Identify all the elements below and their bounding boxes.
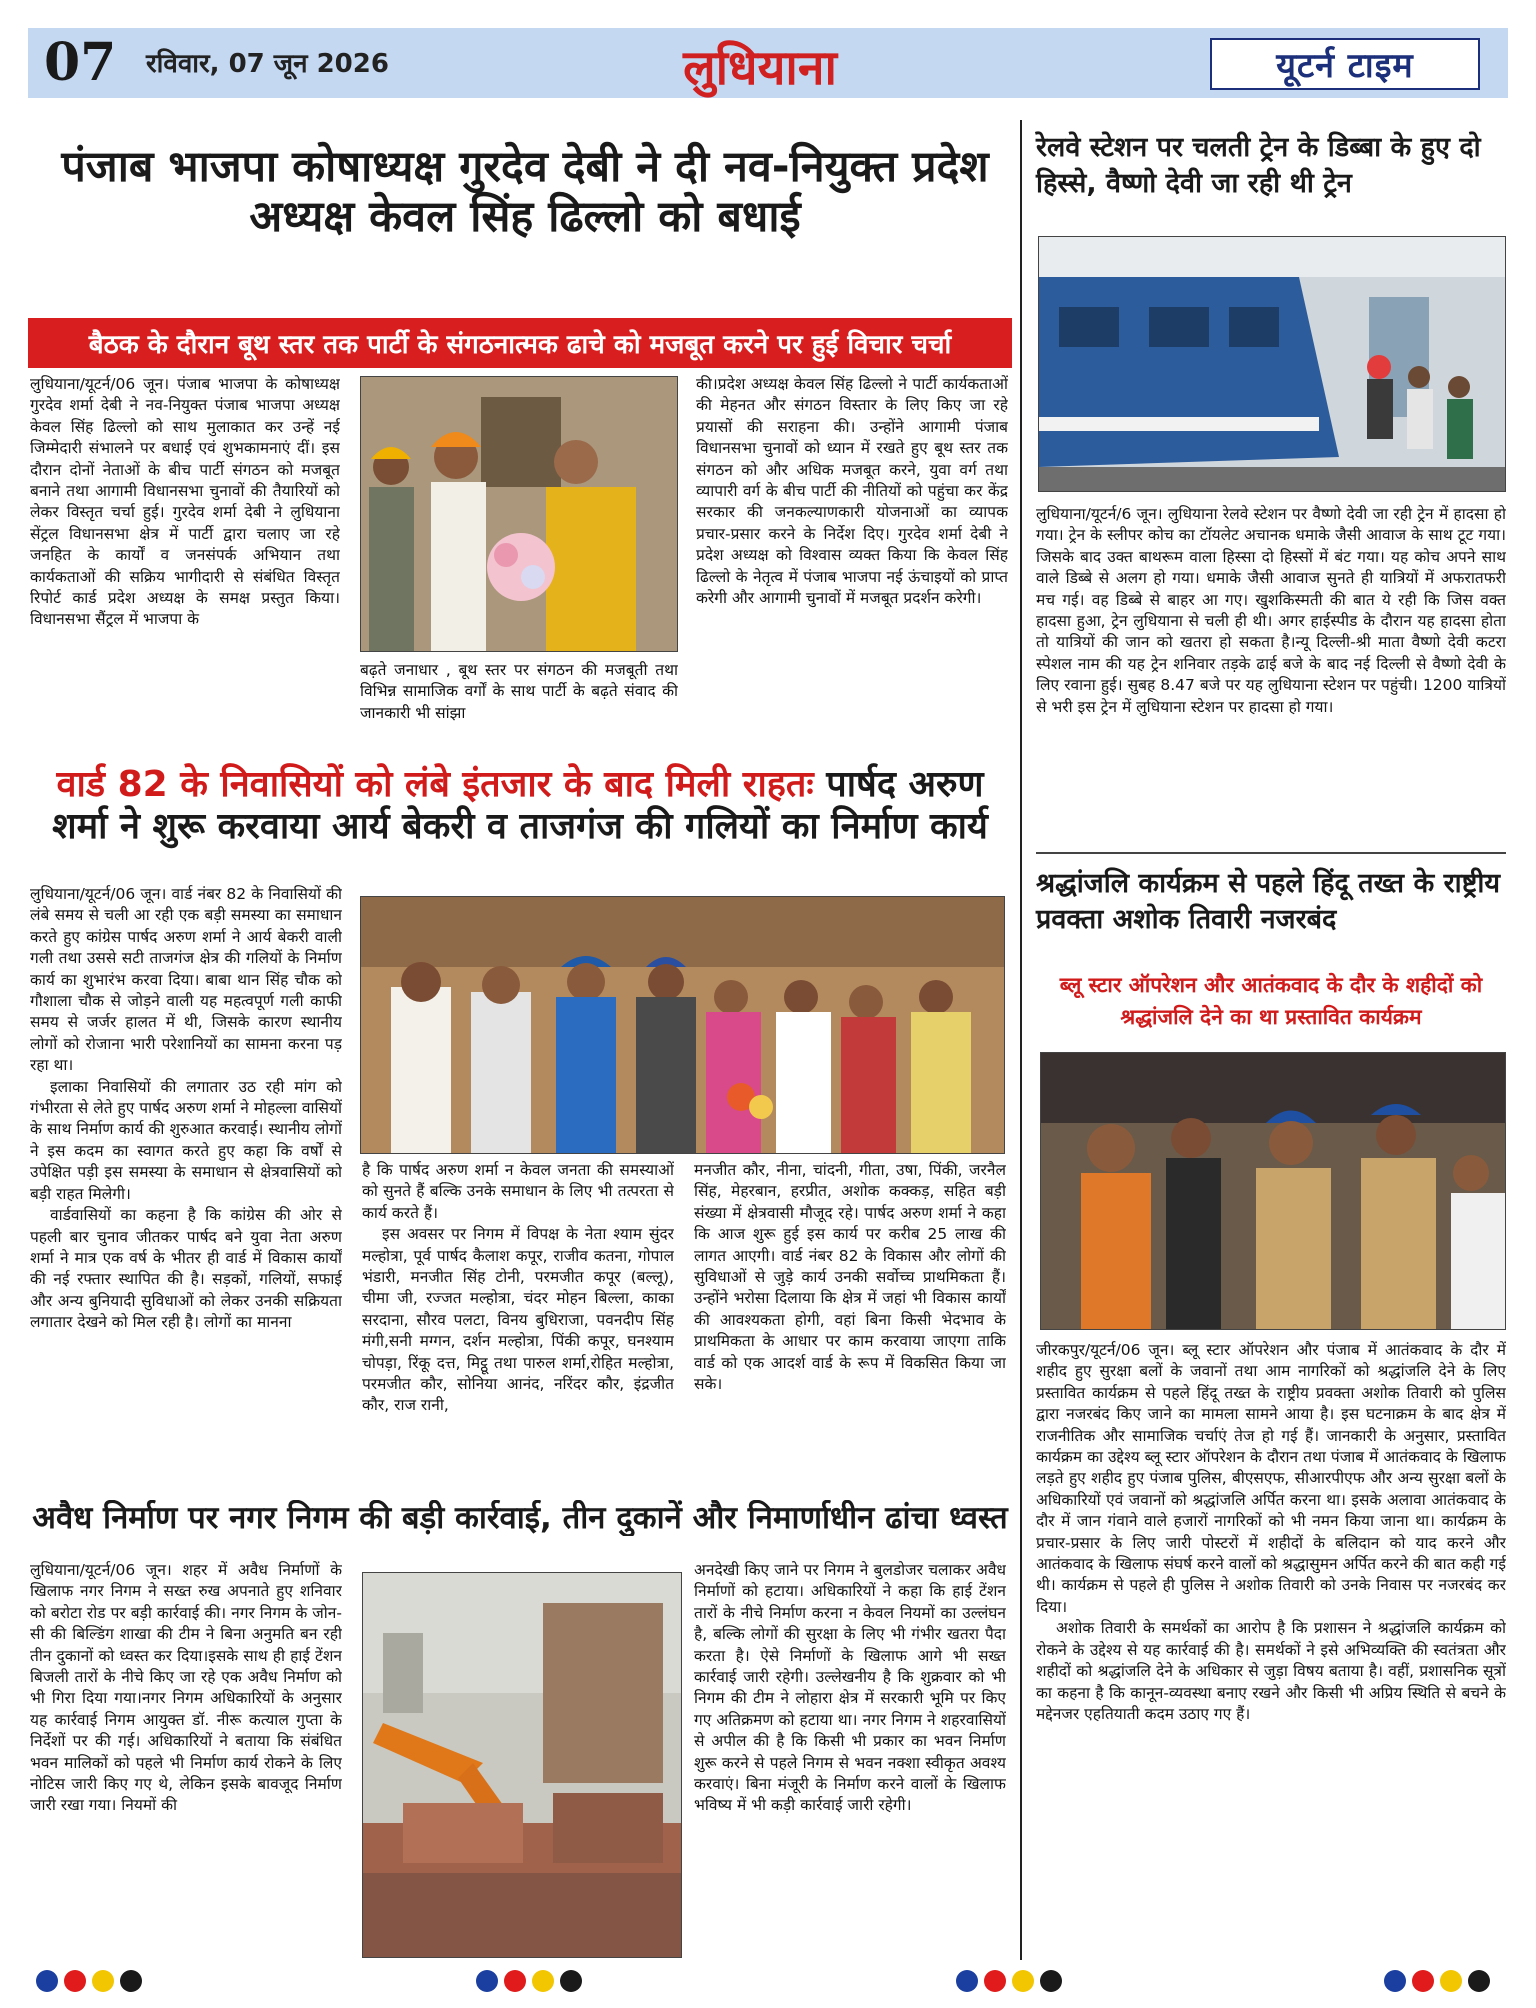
story1-col1-text: लुधियाना/यूटर्न/06 जून। पंजाब भाजपा के कोषाध्यक्ष गुरदेव शर्मा देबी ने नव-नियुक्त पंजाब भाजपा अध्यक्ष केवल सिंह ढिल्लो को साथ मुलाकात कर उन्हें नई जिम्मेदारी संभालने पर बधाई एवं शुभकामनाएं दीं। इस दौरान दोनों नेताओं के बीच पार्टी संगठन को मजबूत बनाने तथा आगामी विधानसभा चुनावों की तैयारियों को लेकर विस्तृत चर्चा हुई। गुरदेव शर्मा देबी ने लुधियाना सेंट्रल विधानसभा क्षेत्र में पार्टी द्वारा चलाए जा रहे जनहित के कार्यों व जनसंपर्क अभियान तथा कार्यकताओं की सक्रिय भागीदारी से संबंधित विस्तृत रिपोर्ट कार्ड प्रदेश अध्यक्ष के समक्ष प्रस्तुत किया। विधानसभा सैंट्रल में भाजपा के <box>30 375 340 629</box>
story2-col1-para-2: इलाका निवासियों की लगातार उठ रही मांग को गंभीरता से लेते हुए पार्षद अरुण शर्मा ने मोहल्ला वासियों के साथ निर्माण कार्य की शुरुआत करवाई। स्थानीय लोगों ने इस कदम का स्वागत करते हुए कहा कि वर्षों से उपेक्षित पड़ी इस समस्या के समाधान से क्षेत्रवासियों को बड़ी राहत मिलेगी। <box>30 1077 342 1203</box>
leaders-greeting-photo <box>361 377 678 652</box>
story1-column-1 <box>30 374 340 746</box>
story3-photo <box>362 1572 682 1958</box>
demolition-photo <box>363 1573 682 1958</box>
footer-color-dots-3 <box>956 1970 1062 1992</box>
story5-body-para-1: जीरकपुर/यूटर्न/06 जून। ब्लू स्टार ऑपरेशन और पंजाब में आतंकवाद के दौर में शहीद हुए सुरक्षा बलों के जवानों तथा आम नागरिकों को श्रद्धांजलि देने के लिए प्रस्तावित कार्यक्रम से पहले हिंदू तख्त के राष्ट्रीय प्रवक्ता अशोक तिवारी को पुलिस द्वारा नजरबंद किए जाने का मामला सामने आया है। इस घटनाक्रम के बाद क्षेत्र में राजनीतिक और सामाजिक चर्चाएं तेज हो गई हैं। जानकारी के अनुसार, प्रस्तावित कार्यक्रम का उद्देश्य ब्लू स्टार ऑपरेशन के दौरान तथा पंजाब में आतंकवाद के खिलाफ लड़ते हुए शहीद हुए पंजाब पुलिस, बीएसएफ, सीआरपीएफ और अन्य सुरक्षा बलों के अधिकारियों एवं जवानों को श्रद्धांजलि अर्पित करना था। इसके अलावा आतंकवाद के दौर में जान गंवाने वाले हजारों नागरिकों को भी नमन किया जाना था। कार्यक्रम के प्रचार-प्रसार के लिए जारी पोस्टरों में शहीदों के बलिदान को याद करने और आतंकवाद के खिलाफ संघर्ष करने वालों को श्रद्धासुमन अर्पित करने की बात कही गई थी। कार्यक्रम से पहले ही पुलिस ने अशोक तिवारी को उनके निवास पर नजरबंद कर दिया। <box>1036 1341 1506 1616</box>
color-dot <box>64 1970 86 1992</box>
story2-headline <box>30 764 1010 848</box>
story2-col1-para-1: लुधियाना/यूटर्न/06 जून। वार्ड नंबर 82 के निवासियों की लंबे समय से चली आ रही एक बड़ी समस्या का समाधान करते हुए कांग्रेस पार्षद अरुण शर्मा ने आर्य बेकरी वाली गली तथा उससे सटी ताजगंज क्षेत्र की गलियों के निर्माण कार्य का शुभारंभ करवा दिया। बाबा थान सिंह चौक को गौशाला चौक से जोड़ने वाली यह महत्वपूर्ण गली काफी समय से जर्जर हालत में थी, जिसके कारण स्थानीय लोगों को रोजाना भारी परेशानियों का सामना करना पड़ रहा था। <box>30 885 342 1075</box>
story2-column-1 <box>30 884 342 1484</box>
train-coach-photo <box>1039 237 1506 492</box>
logo-text: यूटर्न टाइम <box>1276 46 1414 86</box>
story4-headline: रेलवे स्टेशन पर चलती ट्रेन के डिब्बा के हुए दो हिस्से, वैष्णो देवी जा रही थी ट्रेन <box>1036 132 1481 200</box>
story1-headline: पंजाब भाजपा कोषाध्यक्ष गुरदेव देबी ने दी नव-नियुक्त प्रदेश अध्यक्ष केवल सिंह ढिल्लो को बधाई <box>61 142 989 243</box>
story1-subhead-banner: बैठक के दौरान बूथ स्तर तक पार्टी के संगठनात्मक ढाचे को मजबूत करने पर हुई विचार चर्चा <box>28 318 1012 368</box>
ward-crowd-photo <box>361 897 1005 1154</box>
section-title: लुधियाना <box>683 40 837 96</box>
issue-date: रविवार, 07 जून 2026 <box>146 49 389 79</box>
story2-col1-para-3: वार्डवासियों का कहना है कि कांग्रेस की ओर से पहली बार चुनाव जीतकर पार्षद बने युवा नेता अरुण शर्मा ने मात्र एक वर्ष के भीतर ही वार्ड में विकास कार्यों की नई रफ्तार स्थापित की है। सड़कों, गलियों, सफाई और अन्य बुनियादी सुविधाओं को लेकर उनकी सक्रियता लगातार देखने को मिल रही है। लोगों का मानना <box>30 1206 342 1332</box>
color-dot <box>120 1970 142 1992</box>
footer-color-dots-4 <box>1384 1970 1490 1992</box>
column-divider <box>1020 120 1022 1960</box>
story3-headline: अवैध निर्माण पर नगर निगम की बड़ी कार्रवाई, तीन दुकानें और निमार्णाधीन ढांचा ध्वस्त <box>32 1500 1008 1536</box>
story3-column-1 <box>30 1560 342 1960</box>
color-dot <box>956 1970 978 1992</box>
color-dot <box>92 1970 114 1992</box>
color-dot <box>504 1970 526 1992</box>
story4-body-text: लुधियाना/यूटर्न/6 जून। लुधियाना रेलवे स्टेशन पर वैष्णो देवी जा रही ट्रेन में हादसा हो गया। ट्रेन के स्लीपर कोच का टॉयलेट अचानक धमाके जैसी आवाज के साथ टूट गया। जिसके बाद उक्त बाथरूम वाला हिस्सा दो हिस्सों में बंट गया। यह कोच अपने साथ वाले डिब्बे से अलग हो गया। धमाके जैसी आवाज सुनते ही यात्रियों में अफरातफरी मच गई। वह डिब्बे से बाहर आ गए। खुशकिस्मती की बात ये रही कि जिस वक्त हादसा हुआ, ट्रेन लुधियाना से चली ही थी। अगर हाईस्पीड के दौरान यह हादसा होता तो यात्रियों की जान को खतरा हो सकता है।न्यू दिल्ली-श्री माता वैष्णो देवी कटरा स्पेशल नाम की यह ट्रेन शनिवार तड़के ढाई बजे के बाद नई दिल्ली से वैष्णो देवी के लिए रवाना हुई। सुबह 8.47 बजे पर यह लुधियाना स्टेशन पर पहुंची। 1200 यात्रियों से भरी इस ट्रेन में लुधियाना स्टेशन पर हादसा हो गया। <box>1036 505 1506 716</box>
color-dot <box>984 1970 1006 1992</box>
story2-photo <box>360 896 1005 1154</box>
color-dot <box>476 1970 498 1992</box>
story1-photo-caption: बढ़ते जनाधार , बूथ स्तर पर संगठन की मजबूती तथा विभिन्न सामाजिक वर्गों के साथ पार्टी के बढ़ते संवाद की जानकारी भी सांझा <box>360 661 678 722</box>
color-dot <box>1384 1970 1406 1992</box>
color-dot <box>1012 1970 1034 1992</box>
story1-photo <box>360 376 678 652</box>
color-dot <box>532 1970 554 1992</box>
story-divider <box>1036 852 1506 854</box>
story2-headline-red: वार्ड 82 के निवासियों को लंबे इंतजार के बाद मिली राहतः <box>56 764 814 805</box>
story1-column-3 <box>696 374 1008 746</box>
footer-color-dots-2 <box>476 1970 582 1992</box>
story1-col3-text: की।प्रदेश अध्यक्ष केवल सिंह ढिल्लो ने पार्टी कार्यकताओं की मेहनत और संगठन विस्तार के लिए किए जा रहे प्रयासों की सराहना की। उन्होंने आगामी पंजाब विधानसभा चुनावों को ध्यान में रखते हुए बूथ स्तर तक संगठन को और अधिक मजबूत करने, युवा वर्ग तथा व्यापारी वर्ग के बीच पार्टी की नीतियों को पहुंचा कर केंद्र सरकार की जनकल्याणकारी योजनाओं का व्यापक प्रचार-प्रसार करने के निर्देश दिए। गुरदेव शर्मा देबी ने प्रदेश अध्यक्ष को विश्वास व्यक्त किया कि केवल सिंह ढिल्लो के नेतृत्व में पंजाब भाजपा नई ऊंचाइयों को प्राप्त करेगी और आगामी चुनावों में मजबूत प्रदर्शन करेगी। <box>696 375 1008 608</box>
color-dot <box>1468 1970 1490 1992</box>
story4-body <box>1036 504 1506 844</box>
story2-col2-para-2: इस अवसर पर निगम में विपक्ष के नेता श्याम सुंदर मल्होत्रा, पूर्व पार्षद कैलाश कपूर, राजीव कतना, गोपाल भंडारी, मनजीत सिंह टोनी, परमजीत कपूर (बल्लू), चीमा जी, रज्जत मल्होत्रा, चंदर मोहन बिल्ला, काका सरदाना, सौरव पलटा, विनय बुधिराजा, पवनदीप सिंह मंगी,सनी मग्गन, दर्शन मल्होत्रा, पिंकी कपूर, घनश्याम चोपड़ा, रिंकू दत्त, मिट्ठू तथा पारुल शर्मा,रोहित मल्होत्रा, परमजीत कौर, सोनिया आनंद, नरिंदर कौर, इंद्रजीत कौर, राज रानी, <box>362 1225 674 1415</box>
story3-col1-text: लुधियाना/यूटर्न/06 जून। शहर में अवैध निर्माणों के खिलाफ नगर निगम ने सख्त रुख अपनाते हुए शनिवार को बरोटा रोड पर बड़ी कार्रवाई की। नगर निगम के जोन-सी की बिल्डिंग शाखा की टीम ने बिना अनुमति बन रही तीन दुकानों को ध्वस्त कर दिया।इसके साथ ही हाई टेंशन बिजली तारों के नीचे किए जा रहे एक अवैध निर्माण को भी गिरा दिया गया।नगर निगम अधिकारियों के अनुसार यह कार्रवाई निगम आयुक्त डॉ. नीरू कत्याल गुप्ता के निर्देशों पर की गई। अधिकारियों ने बताया कि संबंधित भवन मालिकों को पहले भी निर्माण कार्य रोकने के लिए नोटिस जारी किए गए थे, लेकिन इसके बावजूद निर्माण जारी रखा गया। नियमों की <box>30 1561 342 1815</box>
color-dot <box>36 1970 58 1992</box>
house-arrest-photo <box>1041 1053 1506 1330</box>
color-dot <box>1412 1970 1434 1992</box>
story2-col3-text: मनजीत कौर, नीना, चांदनी, गीता, उषा, पिंकी, जरनैल सिंह, मेहरबान, हरप्रीत, अशोक कक्कड़, सहित बड़ी संख्या में क्षेत्रवासी मौजूद रहे। पार्षद अरुण शर्मा ने कहा कि आज शुरू हुई इस कार्य पर करीब 25 लाख की लागत आएगी। वार्ड नंबर 82 के विकास और लोगों की सुविधाओं से जुड़े कार्य उनकी सर्वोच्च प्राथमिकता हैं। उन्होंने भरोसा दिलाया कि क्षेत्र में जहां भी विकास कार्यों की आवश्यकता होगी, वहां बिना किसी भेदभाव के प्राथमिकता के आधार पर काम करवाया जाएगा ताकि वार्ड को एक आदर्श वार्ड के रूप में विकसित किया जा सके। <box>694 1161 1006 1394</box>
page-number: 07 <box>44 32 117 93</box>
footer-color-dots-1 <box>36 1970 142 1992</box>
story5-headline: श्रद्धांजलि कार्यक्रम से पहले हिंदू तख्त के राष्ट्रीय प्रवक्ता अशोक तिवारी नजरबंद <box>1036 868 1501 936</box>
story5-body-para-2: अशोक तिवारी के समर्थकों का आरोप है कि प्रशासन ने श्रद्धांजलि कार्यक्रम को रोकने के उद्देश्य से यह कार्रवाई की है। समर्थकों ने इसे अभिव्यक्ति की स्वतंत्रता और शहीदों को श्रद्धांजलि देने के अधिकार से जुड़ा विषय बताया है। वहीं, प्रशासनिक सूत्रों का कहना है कि कानून-व्यवस्था बनाए रखने और किसी भी अप्रिय स्थिति से बचने के मद्देनजर एहतियाती कदम उठाए गए हैं। <box>1036 1619 1506 1723</box>
story5-subhead: ब्लू स्टार ऑपरेशन और आतंकवाद के दौर के शहीदों को श्रद्धांजलि देने का था प्रस्तावित कार्यक्रम <box>1059 973 1483 1029</box>
story3-col3-text: अनदेखी किए जाने पर निगम ने बुलडोजर चलाकर अवैध निर्माणों को हटाया। अधिकारियों ने कहा कि हाई टेंशन तारों के नीचे निर्माण करना न केवल नियमों का उल्लंघन है, बल्कि लोगों की सुरक्षा के लिए भी गंभीर खतरा पैदा करता है। ऐसे निर्माणों के खिलाफ आगे भी सख्त कार्रवाई जारी रहेगी। उल्लेखनीय है कि शुक्रवार को भी निगम की टीम ने लोहारा क्षेत्र में सरकारी भूमि पर किए गए अतिक्रमण को हटाया था। नगर निगम ने शहरवासियों से अपील की है कि किसी भी प्रकार का भवन निर्माण शुरू करने से पहले निगम से भवन नक्शा स्वीकृत अवश्य करवाएं। बिना मंजूरी के निर्माण करने वालों के खिलाफ भविष्य में भी कड़ी कार्रवाई जारी रहेगी। <box>694 1561 1006 1815</box>
color-dot <box>1440 1970 1462 1992</box>
story2-col2-para-1: है कि पार्षद अरुण शर्मा न केवल जनता की समस्याओं को सुनते हैं बल्कि उनके समाधान के लिए भी तत्परता से कार्य करते हैं। <box>362 1161 674 1222</box>
newspaper-logo <box>1210 38 1480 90</box>
story4-photo <box>1038 236 1506 492</box>
story5-body <box>1036 1340 1506 1962</box>
story2-headline-black: पार्षद अरुण शर्मा ने शुरू करवाया आर्य बेकरी व ताजगंज की गलियों का निर्माण कार्य <box>52 764 988 848</box>
story3-column-3 <box>694 1560 1006 1960</box>
color-dot <box>560 1970 582 1992</box>
story2-column-3 <box>694 1160 1006 1484</box>
story5-photo <box>1040 1052 1506 1330</box>
color-dot <box>1040 1970 1062 1992</box>
story2-column-2 <box>362 1160 674 1484</box>
